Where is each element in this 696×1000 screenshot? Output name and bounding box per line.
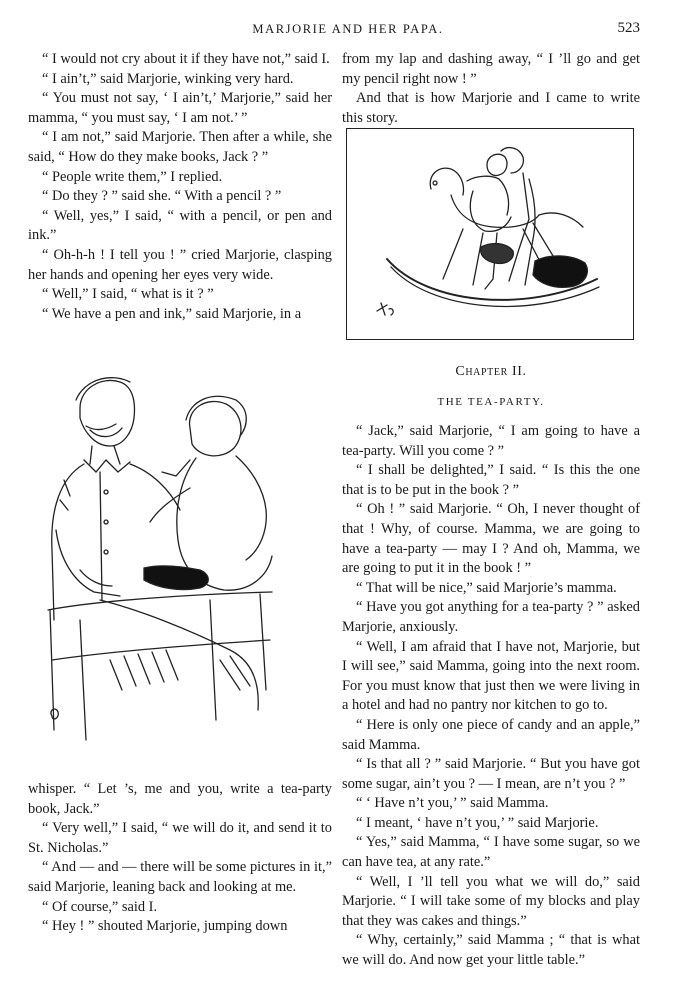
paragraph: “ People write them,” I replied. [42,168,223,185]
paragraph: “ Oh ! ” said Marjorie. “ Oh, I never thought of that ! Why, of course. Mamma, we are going to have a tea-party — may I ? And oh, Mamma, we are going to put it in the book ! ” [342,501,640,577]
paragraph: “ I shall be delighted,” I said. “ Is this the one that is to be put in the book ? ” [342,462,640,498]
paragraph: “ I meant, ‘ have n’t you,’ ” said Marjorie. [356,814,599,831]
paragraph: “ ‘ Have n’t you,’ ” said Mamma. [356,795,549,812]
paragraph: “ You must not say, ‘ I ain’t,’ Marjorie,” said her mamma, “ you must say, ‘ I am not.’ ” [28,90,332,126]
paragraph: “ Is that all ? ” said Marjorie. “ But you have got some sugar, ain’t you ? — I mean, are n’t you ? ” [342,756,640,792]
paragraph: “ Well, I ’ll tell you what we will do,” said Marjorie. “ I will take some of my blocks and play that they was cakes and things.” [342,873,640,929]
page-number: 523 [617,20,640,36]
paragraph: “ Well,” I said, “ what is it ? ” [42,286,214,303]
paragraph: from my lap and dashing away, “ I ’ll go and get my pencil right now ! ” [342,51,640,87]
chapter-subtitle: THE TEA-PARTY. [437,396,545,408]
paragraph: “ Hey ! ” shouted Marjorie, jumping down [42,918,288,935]
paragraph: “ I ain’t,” said Marjorie, winking very hard. [42,70,294,87]
paragraph: whisper. “ Let ’s, me and you, write a tea-party book, Jack.” [28,781,332,817]
paragraph: “ Very well,” I said, “ we will do it, and send it to St. Nicholas.” [28,820,332,856]
paragraph: “ Why, certainly,” said Mamma ; “ that is what we will do. And now get your little table.” [342,932,640,969]
paragraph: “ Of course,” said I. [42,898,158,915]
chapter-title: Chapter II. [455,364,527,379]
paragraph: “ I would not cry about it if they have not,” said I. [42,51,330,67]
running-head: MARJORIE AND HER PAPA. [252,22,444,36]
paragraph: “ I am not,” said Marjorie. Then after a while, she said, “ How do they make books, Jack ? ” [28,129,332,165]
illustration-rocking-horse [346,128,634,340]
right-column-top [342,50,640,128]
paragraph: “ Well, I am afraid that I have not, Marjorie, but I will see,” said Mamma, going into the next room. For you must know that just then we were living in a hotel and had no pantry nor kitchen to go to. [342,638,640,714]
left-column-top [28,50,332,324]
paragraph: “ And — and — there will be some pictures in it,” said Marjorie, leaning back and looking at me. [28,859,332,895]
paragraph: “ Have you got anything for a tea-party ? ” asked Marjorie, anxiously. [342,599,640,635]
paragraph: “ Jack,” said Marjorie, “ I am going to have a tea-party. Will you come ? ” [342,423,640,459]
paragraph: “ We have a pen and ink,” said Marjorie, in a [42,305,302,322]
paragraph: And that is how Marjorie and I came to write this story. [342,90,640,126]
paragraph: “ Yes,” said Mamma, “ I have some sugar, so we can have tea, at any rate.” [342,834,640,871]
paragraph: “ Well, yes,” I said, “ with a pencil, or pen and ink.” [28,207,332,244]
paragraph: “ Oh-h-h ! I tell you ! ” cried Marjorie, clasping her hands and opening her eyes very wide. [28,246,332,283]
left-column-bottom [28,780,332,937]
paragraph: “ Here is only one piece of candy and an apple,” said Mamma. [342,716,640,753]
paragraph: “ That will be nice,” said Marjorie’s mamma. [356,579,617,596]
right-column-bottom [342,422,640,971]
paragraph: “ Do they ? ” said she. “ With a pencil ? ” [42,188,282,205]
illustration-father-and-child [40,360,340,760]
